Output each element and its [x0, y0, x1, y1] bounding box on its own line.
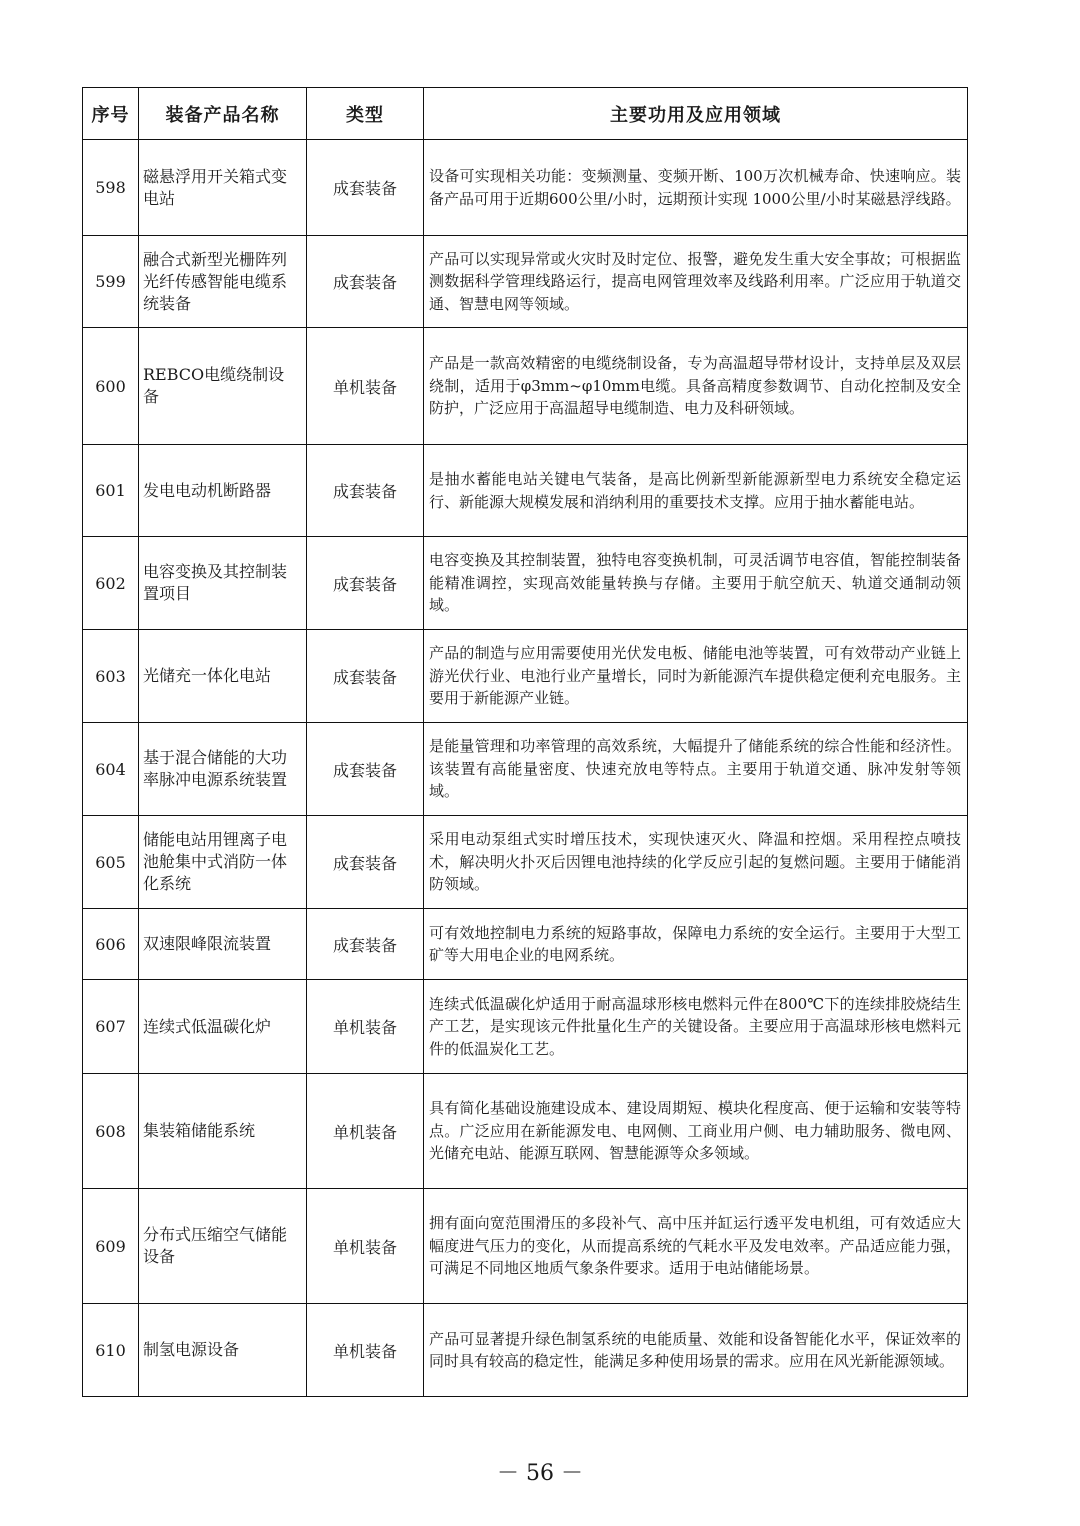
table-row [83, 537, 968, 630]
row-no: 606 [83, 909, 139, 980]
row-name: 基于混合储能的大功率脉冲电源系统装置 [139, 723, 307, 816]
row-name: REBCO电缆绕制设备 [139, 328, 307, 445]
row-no: 598 [83, 140, 139, 236]
table-row [83, 140, 968, 236]
table-row [83, 980, 968, 1074]
header-no: 序号 [83, 88, 139, 140]
header-type: 类型 [307, 88, 424, 140]
row-type: 成套装备 [307, 723, 424, 816]
row-type: 成套装备 [307, 630, 424, 723]
header-desc: 主要功用及应用领域 [424, 88, 968, 140]
row-type: 单机装备 [307, 1189, 424, 1304]
row-name: 融合式新型光栅阵列光纤传感智能电缆系统装备 [139, 236, 307, 328]
row-name: 光储充一体化电站 [139, 630, 307, 723]
row-no: 599 [83, 236, 139, 328]
row-name: 电容变换及其控制装置项目 [139, 537, 307, 630]
row-type: 成套装备 [307, 445, 424, 537]
row-no: 604 [83, 723, 139, 816]
row-name: 发电电动机断路器 [139, 445, 307, 537]
row-desc: 拥有面向宽范围滑压的多段补气、高中压并缸运行透平发电机组，可有效适应大幅度进气压力的变化，从而提高系统的气耗水平及发电效率。产品适应能力强，可满足不同地区地质气象条件要求。适用于电站储能场景。 [424, 1189, 968, 1304]
equipment-table [82, 87, 968, 1397]
row-no: 609 [83, 1189, 139, 1304]
row-type: 成套装备 [307, 140, 424, 236]
table-row [83, 1189, 968, 1304]
table-row [83, 816, 968, 909]
row-name: 分布式压缩空气储能设备 [139, 1189, 307, 1304]
row-desc: 产品的制造与应用需要使用光伏发电板、储能电池等装置，可有效带动产业链上游光伏行业、电池行业产量增长，同时为新能源汽车提供稳定便利充电服务。主要用于新能源产业链。 [424, 630, 968, 723]
row-type: 成套装备 [307, 236, 424, 328]
row-desc: 可有效地控制电力系统的短路事故，保障电力系统的安全运行。主要用于大型工矿等大用电企业的电网系统。 [424, 909, 968, 980]
row-no: 601 [83, 445, 139, 537]
row-name: 双速限峰限流装置 [139, 909, 307, 980]
table-row [83, 1304, 968, 1397]
row-type: 成套装备 [307, 537, 424, 630]
row-desc: 设备可实现相关功能：变频测量、变频开断、100万次机械寿命、快速响应。装备产品可用于近期600公里/小时，远期预计实现 1000公里/小时某磁悬浮线路。 [424, 140, 968, 236]
row-type: 单机装备 [307, 1304, 424, 1397]
row-name: 磁悬浮用开关箱式变电站 [139, 140, 307, 236]
table-row [83, 723, 968, 816]
table-header-row [83, 88, 968, 140]
row-desc: 电容变换及其控制装置，独特电容变换机制，可灵活调节电容值，智能控制装备能精准调控，实现高效能量转换与存储。主要用于航空航天、轨道交通制动领域。 [424, 537, 968, 630]
table-row [83, 630, 968, 723]
row-name: 储能电站用锂离子电池舱集中式消防一体化系统 [139, 816, 307, 909]
table-row [83, 1074, 968, 1189]
page-number: － 56 － [497, 1461, 583, 1486]
row-type: 成套装备 [307, 909, 424, 980]
row-no: 605 [83, 816, 139, 909]
row-type: 成套装备 [307, 816, 424, 909]
row-no: 607 [83, 980, 139, 1074]
row-desc: 产品可以实现异常或火灾时及时定位、报警，避免发生重大安全事故；可根据监测数据科学管理线路运行，提高电网管理效率及线路利用率。广泛应用于轨道交通、智慧电网等领域。 [424, 236, 968, 328]
row-desc: 是抽水蓄能电站关键电气装备，是高比例新型新能源新型电力系统安全稳定运行、新能源大规模发展和消纳利用的重要技术支撑。应用于抽水蓄能电站。 [424, 445, 968, 537]
row-type: 单机装备 [307, 328, 424, 445]
row-desc: 具有简化基础设施建设成本、建设周期短、模块化程度高、便于运输和安装等特点。广泛应用在新能源发电、电网侧、工商业用户侧、电力辅助服务、微电网、光储充电站、能源互联网、智慧能源等众多领域。 [424, 1074, 968, 1189]
row-type: 单机装备 [307, 980, 424, 1074]
row-name: 连续式低温碳化炉 [139, 980, 307, 1074]
row-no: 608 [83, 1074, 139, 1189]
row-desc: 是能量管理和功率管理的高效系统，大幅提升了储能系统的综合性能和经济性。该装置有高能量密度、快速充放电等特点。主要用于轨道交通、脉冲发射等领域。 [424, 723, 968, 816]
row-no: 610 [83, 1304, 139, 1397]
row-desc: 连续式低温碳化炉适用于耐高温球形核电燃料元件在800℃下的连续排胶烧结生产工艺，是实现该元件批量化生产的关键设备。主要应用于高温球形核电燃料元件的低温炭化工艺。 [424, 980, 968, 1074]
row-no: 602 [83, 537, 139, 630]
header-name: 装备产品名称 [139, 88, 307, 140]
table-row [83, 909, 968, 980]
row-type: 单机装备 [307, 1074, 424, 1189]
row-desc: 产品可显著提升绿色制氢系统的电能质量、效能和设备智能化水平，保证效率的同时具有较高的稳定性，能满足多种使用场景的需求。应用在风光新能源领域。 [424, 1304, 968, 1397]
row-no: 600 [83, 328, 139, 445]
equipment-table-container [82, 87, 967, 1397]
row-name: 集装箱储能系统 [139, 1074, 307, 1189]
table-row [83, 328, 968, 445]
table-row [83, 236, 968, 328]
table-row [83, 445, 968, 537]
row-name: 制氢电源设备 [139, 1304, 307, 1397]
row-no: 603 [83, 630, 139, 723]
row-desc: 采用电动泵组式实时增压技术，实现快速灭火、降温和控烟。采用程控点喷技术，解决明火扑灭后因锂电池持续的化学反应引起的复燃问题。主要用于储能消防领域。 [424, 816, 968, 909]
row-desc: 产品是一款高效精密的电缆绕制设备，专为高温超导带材设计，支持单层及双层绕制，适用于φ3mm~φ10mm电缆。具备高精度参数调节、自动化控制及安全防护，广泛应用于高温超导电缆制造、电力及科研领域。 [424, 328, 968, 445]
